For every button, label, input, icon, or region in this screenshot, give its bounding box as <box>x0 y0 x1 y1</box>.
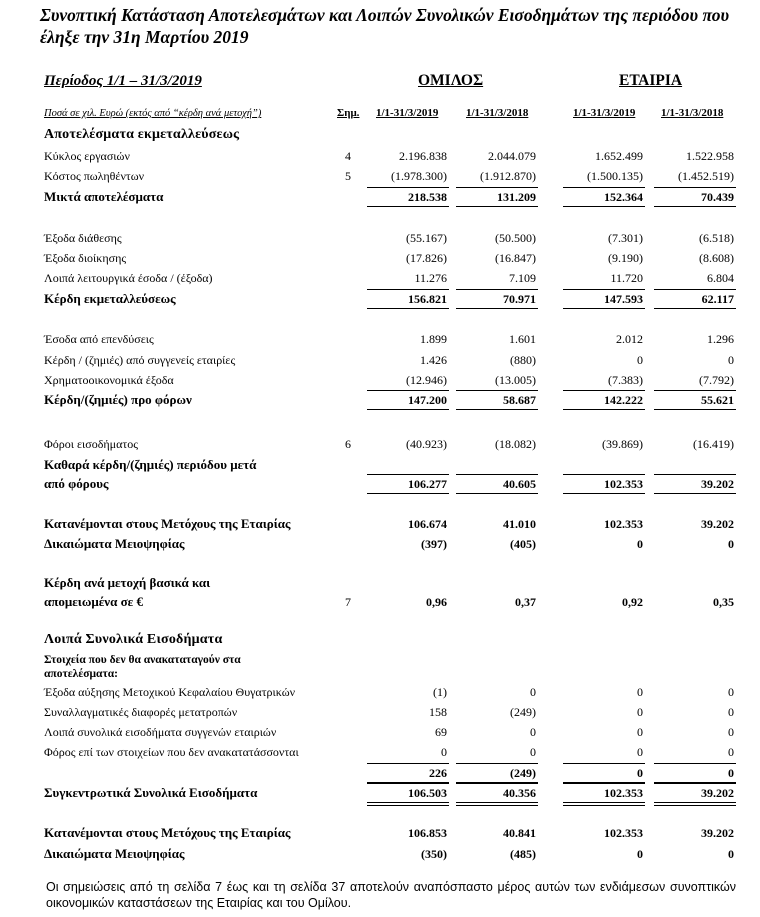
subtotal-rule <box>654 783 736 784</box>
row-value: (1.912.870) <box>480 169 536 183</box>
table-row <box>0 270 760 290</box>
row-value: 1.522.958 <box>686 149 734 163</box>
row-value: 39.202 <box>701 517 734 531</box>
subtotal-rule <box>654 390 736 391</box>
row-note: 5 <box>345 169 351 183</box>
row-value: 106.853 <box>408 826 447 840</box>
row-value: 0 <box>728 725 734 739</box>
row-label: Λοιπά Συνολικά Εισοδήματα <box>44 632 223 647</box>
row-label: Αποτελέσματα εκμεταλλεύσεως <box>44 127 240 142</box>
row-value: 0 <box>637 537 643 551</box>
subtotal-rule <box>456 187 538 188</box>
total-rule <box>456 493 538 494</box>
subtotal-rule <box>456 474 538 475</box>
row-label: Καθαρά κέρδη/(ζημιές) περιόδου μετά <box>44 457 257 472</box>
row-value: 39.202 <box>701 786 734 800</box>
row-value: 0 <box>637 725 643 739</box>
row-value: 218.538 <box>408 190 447 204</box>
row-value: 0 <box>728 847 734 861</box>
column-header-company-2019: 1/1-31/3/2019 <box>573 107 636 119</box>
row-label: Κέρδη / (ζημιές) από συγγενείς εταιρίες <box>44 353 236 367</box>
total-rule <box>456 206 538 207</box>
row-label: Μικτά αποτελέσματα <box>44 189 164 204</box>
row-value: (249) <box>510 766 536 780</box>
row-value: (17.826) <box>406 251 447 265</box>
row-label: Δικαιώματα Μειοψηφίας <box>44 536 185 551</box>
row-label: Κέρδη/(ζημιές) προ φόρων <box>44 392 192 407</box>
row-label: Έσοδα από επενδύσεις <box>44 332 154 346</box>
row-value: 0 <box>441 745 447 759</box>
total-rule <box>654 206 736 207</box>
table-row <box>0 684 760 704</box>
row-value: 102.353 <box>604 826 643 840</box>
row-value: 55.621 <box>701 393 734 407</box>
row-value: 58.687 <box>503 393 536 407</box>
row-value: 131.209 <box>497 190 536 204</box>
row-value: 0 <box>530 685 536 699</box>
row-value: (16.419) <box>693 437 734 451</box>
table-row <box>0 168 760 188</box>
column-header-company-2018: 1/1-31/3/2018 <box>661 107 724 119</box>
row-value: 70.971 <box>503 292 536 306</box>
row-value: 0 <box>637 353 643 367</box>
subtotal-rule <box>654 763 736 764</box>
row-value: 0,92 <box>622 595 643 609</box>
table-row <box>0 666 760 686</box>
subtotal-rule <box>456 783 538 784</box>
row-value: (1.500.135) <box>587 169 643 183</box>
row-value: 0 <box>728 705 734 719</box>
row-value: 106.503 <box>408 786 447 800</box>
amounts-note: Ποσά σε χιλ. Ευρώ (εκτός από “κέρδη ανά μετοχή”) <box>44 108 262 119</box>
row-value: (16.847) <box>495 251 536 265</box>
row-label: Στοιχεία που δεν θα ανακαταταγούν στα <box>44 654 241 666</box>
row-value: (485) <box>510 847 536 861</box>
row-value: 147.593 <box>604 292 643 306</box>
subtotal-rule <box>563 474 645 475</box>
row-value: 0,35 <box>713 595 734 609</box>
subtotal-rule <box>456 763 538 764</box>
table-row <box>0 250 760 270</box>
row-value: 70.439 <box>701 190 734 204</box>
row-value: (8.608) <box>699 251 734 265</box>
company-label: ΕΤΑΙΡΙΑ <box>619 72 683 89</box>
table-row <box>0 594 760 614</box>
row-label: Φόροι εισοδήματος <box>44 437 138 451</box>
row-value: (249) <box>510 705 536 719</box>
subtotal-rule <box>367 763 449 764</box>
row-label: Έξοδα διοίκησης <box>44 251 127 265</box>
subtotal-rule <box>367 289 449 290</box>
subtotal-rule <box>563 390 645 391</box>
row-value: (397) <box>421 537 447 551</box>
row-value: (880) <box>510 353 536 367</box>
column-header-group-2018: 1/1-31/3/2018 <box>466 107 529 119</box>
row-value: 0 <box>637 745 643 759</box>
row-value: 6.804 <box>707 271 734 285</box>
page-title: Συνοπτική Κατάσταση Αποτελεσμάτων και Λοιπών Συνολικών Εισοδημάτων της περιόδου που έληξε την 31η Μαρτίου 2019 <box>40 5 730 47</box>
total-rule <box>563 493 645 494</box>
subtotal-rule <box>367 474 449 475</box>
row-value: 40.841 <box>503 826 536 840</box>
row-value: (350) <box>421 847 447 861</box>
row-value: 0 <box>530 745 536 759</box>
total-rule <box>367 493 449 494</box>
total-rule <box>563 206 645 207</box>
row-value: 2.196.838 <box>399 149 447 163</box>
total-rule <box>456 308 538 309</box>
row-label: Λοιπά λειτουργικά έσοδα / (έξοδα) <box>44 271 213 285</box>
total-rule <box>456 802 538 806</box>
row-value: (6.518) <box>699 231 734 245</box>
row-value: 39.202 <box>701 477 734 491</box>
row-value: 102.353 <box>604 786 643 800</box>
row-value: 0 <box>728 745 734 759</box>
period-label: Περίοδος 1/1 – 31/3/2019 <box>44 73 202 89</box>
row-value: (7.301) <box>608 231 643 245</box>
table-row <box>0 436 760 456</box>
row-value: (40.923) <box>406 437 447 451</box>
row-value: 1.426 <box>420 353 447 367</box>
row-value: 152.364 <box>604 190 643 204</box>
row-value: (13.005) <box>495 373 536 387</box>
subtotal-rule <box>654 289 736 290</box>
row-label: Έξοδα διάθεσης <box>44 231 122 245</box>
row-value: 69 <box>435 725 447 739</box>
row-value: 1.652.499 <box>595 149 643 163</box>
row-label: Συναλλαγματικές διαφορές μετατροπών <box>44 705 238 719</box>
row-value: (9.190) <box>608 251 643 265</box>
row-value: 39.202 <box>701 826 734 840</box>
total-rule <box>654 802 736 806</box>
row-label: αποτελέσματα: <box>44 668 118 680</box>
row-value: 0 <box>728 353 734 367</box>
row-value: 0,96 <box>426 595 447 609</box>
row-label: απομειωμένα σε € <box>44 594 143 609</box>
row-label: Συγκεντρωτικά Συνολικά Εισοδήματα <box>44 785 258 800</box>
subtotal-rule <box>563 289 645 290</box>
row-value: 0 <box>728 537 734 551</box>
row-value: (18.082) <box>495 437 536 451</box>
table-row <box>0 331 760 351</box>
total-rule <box>654 308 736 309</box>
row-value: 40.605 <box>503 477 536 491</box>
row-value: 1.899 <box>420 332 447 346</box>
row-value: 2.044.079 <box>488 149 536 163</box>
row-value: (7.792) <box>699 373 734 387</box>
row-value: 142.222 <box>604 393 643 407</box>
total-rule <box>367 802 449 806</box>
row-value: 0 <box>637 705 643 719</box>
column-header-group-2019: 1/1-31/3/2019 <box>376 107 439 119</box>
subtotal-rule <box>367 390 449 391</box>
total-rule <box>367 308 449 309</box>
row-value: 156.821 <box>408 292 447 306</box>
row-value: 106.674 <box>408 517 447 531</box>
table-row <box>0 536 760 556</box>
subtotal-rule <box>456 390 538 391</box>
row-value: 1.601 <box>509 332 536 346</box>
group-label: ΟΜΙΛΟΣ <box>418 72 484 89</box>
row-label: Φόρος επί των στοιχείων που δεν ανακατατάσσονται <box>44 745 299 759</box>
row-value: 106.277 <box>408 477 447 491</box>
row-label: Κύκλος εργασιών <box>44 149 130 163</box>
total-rule <box>563 308 645 309</box>
row-label: Λοιπά συνολικά εισοδήματα συγγενών εταιριών <box>44 725 277 739</box>
column-header-note: Σημ. <box>337 107 360 119</box>
subtotal-rule <box>563 783 645 784</box>
row-label: από φόρους <box>44 476 109 491</box>
row-value: (12.946) <box>406 373 447 387</box>
row-note: 6 <box>345 437 351 451</box>
row-value: 41.010 <box>503 517 536 531</box>
total-rule <box>654 409 736 410</box>
row-value: (1) <box>433 685 447 699</box>
row-label: Έξοδα αύξησης Μετοχικού Κεφαλαίου Θυγατρικών <box>44 685 296 699</box>
table-row <box>0 632 760 652</box>
row-value: 0 <box>530 725 536 739</box>
table-row <box>0 352 760 372</box>
total-rule <box>654 493 736 494</box>
footer-note: Οι σημειώσεις από τη σελίδα 7 έως και τη σελίδα 37 αποτελούν αναπόσπαστο μέρος αυτών των ενδιάμεσων συνοπτικών οικονομικών καταστάσεων της Εταιρίας και του Ομίλου. <box>46 880 736 910</box>
row-value: 11.276 <box>414 271 447 285</box>
subtotal-rule <box>367 783 449 784</box>
table-row <box>0 372 760 392</box>
row-value: 102.353 <box>604 517 643 531</box>
table-row <box>0 744 760 764</box>
row-note: 7 <box>345 595 351 609</box>
table-row <box>0 127 760 147</box>
total-rule <box>563 409 645 410</box>
row-value: (1.452.519) <box>678 169 734 183</box>
row-value: 147.200 <box>408 393 447 407</box>
row-label: Κατανέμονται στους Μετόχους της Εταιρίας <box>44 825 291 840</box>
row-value: 0 <box>637 847 643 861</box>
row-value: 11.720 <box>610 271 643 285</box>
row-label: Κέρδη ανά μετοχή βασικά και <box>44 575 211 590</box>
row-value: (50.500) <box>495 231 536 245</box>
subtotal-rule <box>456 289 538 290</box>
row-label: Χρηματοοικονομικά έξοδα <box>44 373 174 387</box>
table-row <box>0 230 760 250</box>
row-note: 4 <box>345 149 351 163</box>
row-value: 7.109 <box>509 271 536 285</box>
total-rule <box>367 409 449 410</box>
row-value: 226 <box>429 766 447 780</box>
row-value: 0 <box>637 685 643 699</box>
row-value: (39.869) <box>602 437 643 451</box>
row-label: Κατανέμονται στους Μετόχους της Εταιρίας <box>44 516 291 531</box>
row-value: 0 <box>637 766 643 780</box>
row-value: 0 <box>728 685 734 699</box>
table-row <box>0 575 760 595</box>
subtotal-rule <box>367 187 449 188</box>
total-rule <box>563 802 645 806</box>
row-value: 40.356 <box>503 786 536 800</box>
table-row <box>0 724 760 744</box>
table-row <box>0 148 760 168</box>
total-rule <box>367 206 449 207</box>
row-value: 102.353 <box>604 477 643 491</box>
row-value: 62.117 <box>701 292 734 306</box>
table-row <box>0 846 760 866</box>
row-value: 0,37 <box>515 595 536 609</box>
row-value: 0 <box>728 766 734 780</box>
subtotal-rule <box>654 187 736 188</box>
row-value: 158 <box>429 705 447 719</box>
row-value: (405) <box>510 537 536 551</box>
row-value: (55.167) <box>406 231 447 245</box>
row-label: Κέρδη εκμεταλλεύσεως <box>44 291 176 306</box>
table-row <box>0 825 760 845</box>
subtotal-rule <box>563 187 645 188</box>
row-value: (7.383) <box>608 373 643 387</box>
subtotal-rule <box>563 763 645 764</box>
row-value: (1.978.300) <box>391 169 447 183</box>
total-rule <box>456 409 538 410</box>
row-value: 1.296 <box>707 332 734 346</box>
row-label: Κόστος πωληθέντων <box>44 169 145 183</box>
subtotal-rule <box>654 474 736 475</box>
table-row <box>0 516 760 536</box>
row-value: 2.012 <box>616 332 643 346</box>
table-row <box>0 704 760 724</box>
row-label: Δικαιώματα Μειοψηφίας <box>44 846 185 861</box>
